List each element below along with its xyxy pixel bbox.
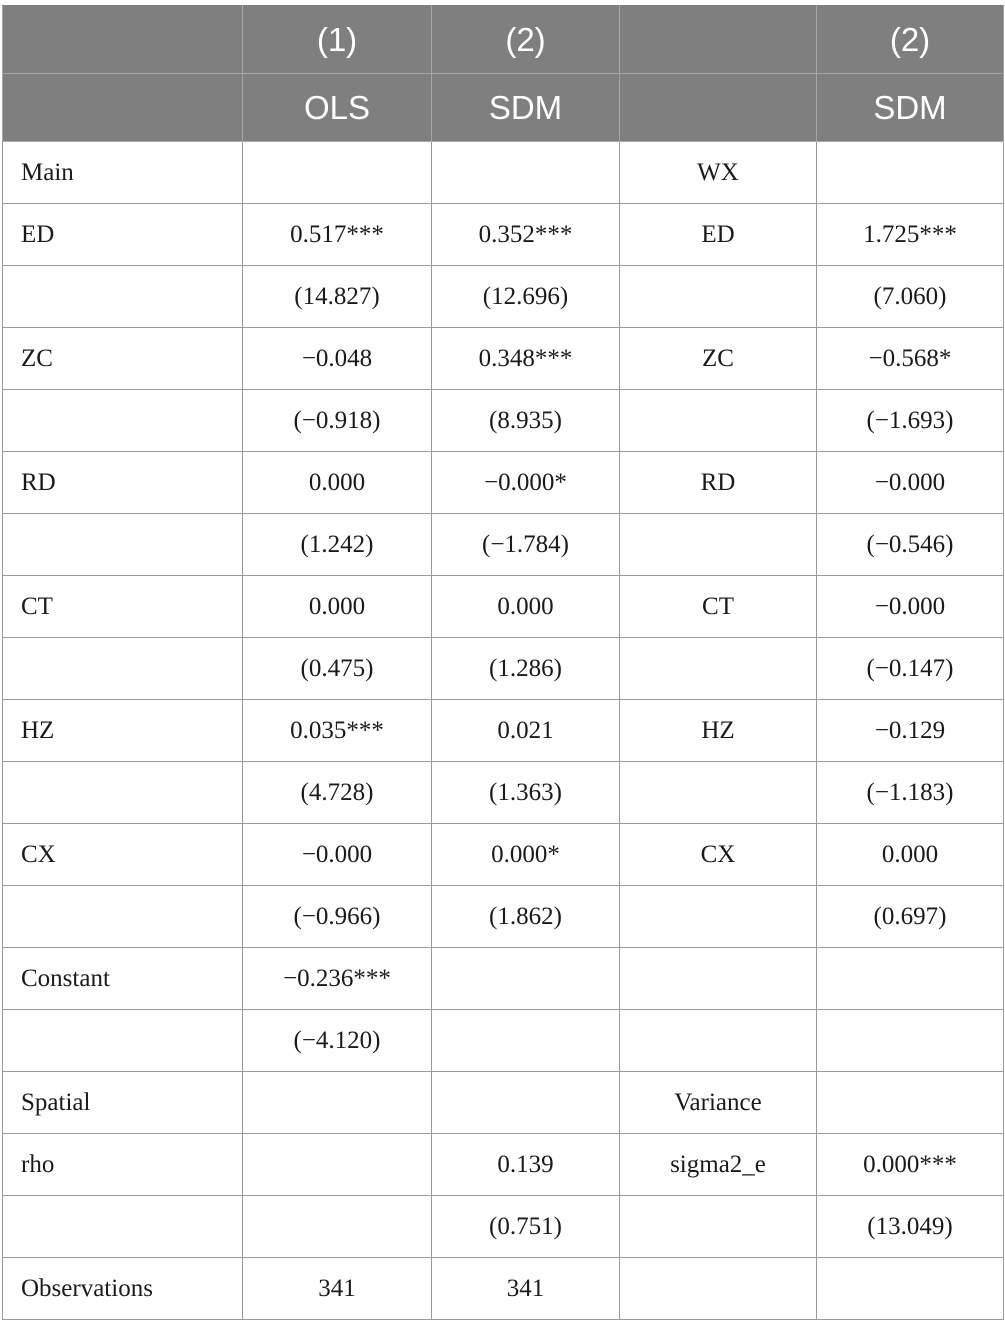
header-cell: (2)	[432, 6, 620, 74]
table-row	[3, 514, 1004, 576]
row-label-cell: ED	[3, 204, 243, 266]
value-cell: 0.517***	[243, 204, 432, 266]
row-label-cell: Constant	[3, 948, 243, 1010]
value-cell: 0.000	[243, 576, 432, 638]
value-cell	[243, 142, 432, 204]
table-row	[3, 948, 1004, 1010]
header-row-model-number	[3, 6, 1004, 74]
table-row	[3, 452, 1004, 514]
table-header	[3, 6, 1004, 142]
table-row	[3, 1010, 1004, 1072]
wx-label-cell: CX	[620, 824, 817, 886]
header-cell: (1)	[243, 6, 432, 74]
row-label-cell	[3, 390, 243, 452]
regression-results-table	[2, 5, 1004, 1320]
value-cell	[243, 1134, 432, 1196]
table-row	[3, 1258, 1004, 1320]
row-label-cell	[3, 638, 243, 700]
value-cell: 0.000	[432, 576, 620, 638]
row-label-cell	[3, 886, 243, 948]
header-cell: SDM	[817, 74, 1004, 142]
table-row	[3, 204, 1004, 266]
wx-label-cell: CT	[620, 576, 817, 638]
value-cell: (12.696)	[432, 266, 620, 328]
table-row	[3, 266, 1004, 328]
value-cell	[243, 1072, 432, 1134]
value-cell	[432, 142, 620, 204]
wx-label-cell: Variance	[620, 1072, 817, 1134]
value-cell: (0.475)	[243, 638, 432, 700]
value-cell: (1.363)	[432, 762, 620, 824]
wx-label-cell	[620, 1196, 817, 1258]
value-cell	[817, 948, 1004, 1010]
value-cell: (8.935)	[432, 390, 620, 452]
table-row	[3, 328, 1004, 390]
table-row	[3, 762, 1004, 824]
value-cell: (1.286)	[432, 638, 620, 700]
value-cell: 0.352***	[432, 204, 620, 266]
value-cell: 0.035***	[243, 700, 432, 762]
value-cell: 0.021	[432, 700, 620, 762]
value-cell: (−4.120)	[243, 1010, 432, 1072]
header-cell	[3, 6, 243, 74]
value-cell: −0.568*	[817, 328, 1004, 390]
value-cell: 0.000*	[432, 824, 620, 886]
value-cell: (−0.546)	[817, 514, 1004, 576]
value-cell	[432, 1010, 620, 1072]
value-cell: (14.827)	[243, 266, 432, 328]
wx-label-cell: RD	[620, 452, 817, 514]
value-cell: 0.348***	[432, 328, 620, 390]
value-cell: 0.000***	[817, 1134, 1004, 1196]
row-label-cell: RD	[3, 452, 243, 514]
wx-label-cell: ED	[620, 204, 817, 266]
table-row	[3, 1072, 1004, 1134]
table-row	[3, 700, 1004, 762]
wx-label-cell	[620, 266, 817, 328]
value-cell: −0.000	[817, 452, 1004, 514]
value-cell: (−1.784)	[432, 514, 620, 576]
table-row	[3, 1196, 1004, 1258]
value-cell: 0.000	[243, 452, 432, 514]
header-cell	[620, 74, 817, 142]
header-row-model-type	[3, 74, 1004, 142]
value-cell: −0.000	[243, 824, 432, 886]
table-row	[3, 390, 1004, 452]
value-cell: (−0.966)	[243, 886, 432, 948]
wx-label-cell	[620, 762, 817, 824]
wx-label-cell	[620, 514, 817, 576]
wx-label-cell	[620, 390, 817, 452]
value-cell: (13.049)	[817, 1196, 1004, 1258]
regression-table-container	[2, 5, 1003, 1320]
row-label-cell: CT	[3, 576, 243, 638]
header-cell	[3, 74, 243, 142]
row-label-cell: Observations	[3, 1258, 243, 1320]
wx-label-cell	[620, 948, 817, 1010]
wx-label-cell	[620, 886, 817, 948]
header-cell: SDM	[432, 74, 620, 142]
wx-label-cell	[620, 1258, 817, 1320]
value-cell: (7.060)	[817, 266, 1004, 328]
value-cell: 341	[432, 1258, 620, 1320]
row-label-cell: Main	[3, 142, 243, 204]
value-cell: 1.725***	[817, 204, 1004, 266]
row-label-cell	[3, 266, 243, 328]
row-label-cell: ZC	[3, 328, 243, 390]
header-cell: OLS	[243, 74, 432, 142]
header-cell	[620, 6, 817, 74]
value-cell: 0.000	[817, 824, 1004, 886]
value-cell: −0.048	[243, 328, 432, 390]
header-cell: (2)	[817, 6, 1004, 74]
row-label-cell	[3, 762, 243, 824]
row-label-cell	[3, 1010, 243, 1072]
value-cell: (−1.183)	[817, 762, 1004, 824]
value-cell	[432, 1072, 620, 1134]
table-row	[3, 886, 1004, 948]
row-label-cell	[3, 514, 243, 576]
wx-label-cell	[620, 1010, 817, 1072]
value-cell	[817, 142, 1004, 204]
row-label-cell	[3, 1196, 243, 1258]
value-cell: (−0.147)	[817, 638, 1004, 700]
row-label-cell: CX	[3, 824, 243, 886]
row-label-cell: Spatial	[3, 1072, 243, 1134]
value-cell: −0.129	[817, 700, 1004, 762]
value-cell: (0.697)	[817, 886, 1004, 948]
row-label-cell: rho	[3, 1134, 243, 1196]
value-cell: 0.139	[432, 1134, 620, 1196]
value-cell: 341	[243, 1258, 432, 1320]
value-cell	[243, 1196, 432, 1258]
table-row	[3, 1134, 1004, 1196]
table-row	[3, 142, 1004, 204]
value-cell	[432, 948, 620, 1010]
value-cell: −0.000	[817, 576, 1004, 638]
wx-label-cell: sigma2_e	[620, 1134, 817, 1196]
wx-label-cell: WX	[620, 142, 817, 204]
value-cell: −0.236***	[243, 948, 432, 1010]
table-row	[3, 824, 1004, 886]
value-cell: (1.242)	[243, 514, 432, 576]
value-cell: (−0.918)	[243, 390, 432, 452]
value-cell	[817, 1258, 1004, 1320]
value-cell: −0.000*	[432, 452, 620, 514]
row-label-cell: HZ	[3, 700, 243, 762]
value-cell: (−1.693)	[817, 390, 1004, 452]
table-row	[3, 638, 1004, 700]
table-body	[3, 142, 1004, 1320]
table-row	[3, 576, 1004, 638]
value-cell	[817, 1072, 1004, 1134]
value-cell: (4.728)	[243, 762, 432, 824]
value-cell: (1.862)	[432, 886, 620, 948]
wx-label-cell: ZC	[620, 328, 817, 390]
value-cell: (0.751)	[432, 1196, 620, 1258]
wx-label-cell: HZ	[620, 700, 817, 762]
value-cell	[817, 1010, 1004, 1072]
wx-label-cell	[620, 638, 817, 700]
